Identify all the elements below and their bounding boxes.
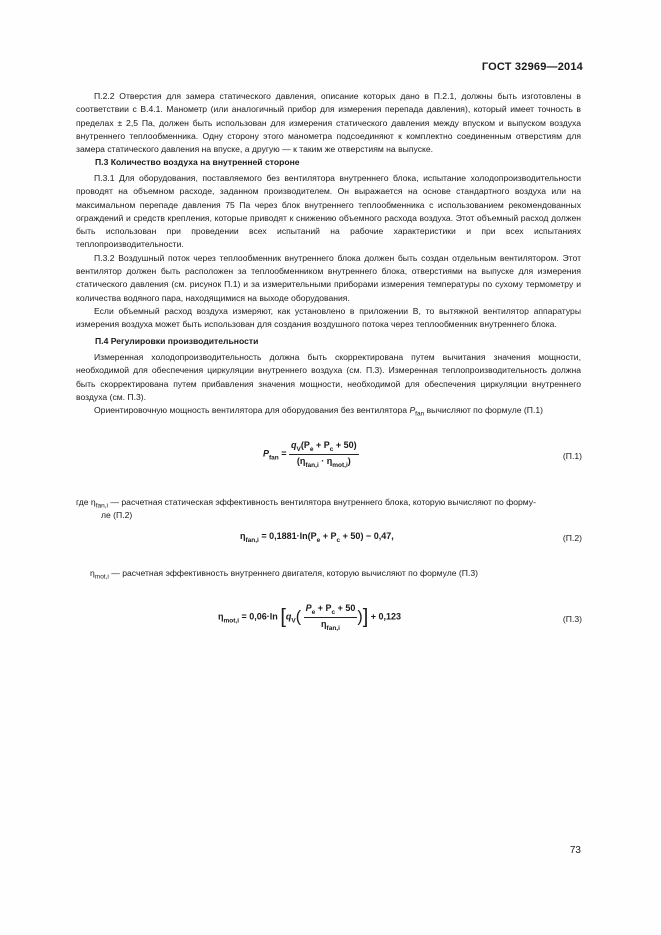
formula-p3: $\eta_{mot,i} = 0,06\cdot\ln$ [$q_V$( $\frac{P_e + P_c + 50}{\eta_{fan,i}}$ )] + 0,123 xyxy=(218,603,402,632)
paragraph-p3 xyxy=(76,172,581,332)
fraction: $\frac{q_V(P_e + P_c + 50)}{(\eta_{fan,i} \cdot \eta_{mot,i})}$ xyxy=(291,440,357,469)
heading-p3: П.3 Количество воздуха на внутренней стороне xyxy=(95,157,300,167)
paragraph-p222 xyxy=(76,90,581,156)
paragraph-p4 xyxy=(76,351,581,421)
formula-p2: $\eta_{fan,i} = 0,1881\cdot\ln(P_e + P_c + 50) - 0,47$, xyxy=(240,531,394,544)
definition-eta-fan-cont: ле (П.2) xyxy=(101,510,133,520)
text-p31: П.3.1 Для оборудования, поставляемого без вентилятора внутреннего блока, испытание холодопроизводительности проводят на объемном расходе, заданном производителем. Он выражается на основе стандартного воздуха или на максимальном перепаде давления 75 Па через блок внутреннего теплообменника с использованием рекомендованных ограждений и средств крепления, которые приводят к снижению объемного расхода воздуха. Этот объемный расход должен быть использован при проведении всех испытаний на рабочие характеристики и при всех испытаниях теплопроизводительности. xyxy=(76,173,581,250)
document-id: ГОСТ 32969—2014 xyxy=(481,61,583,73)
heading-p4: П.4 Регулировки производительности xyxy=(95,336,259,346)
definition-eta-mot: $\eta_{mot,i}$ — расчетная эффективность внутреннего двигателя, которую вычисляют по формуле (П.3) xyxy=(90,568,478,581)
formula-number-p1: (П.1) xyxy=(562,451,582,461)
formula-number-p2: (П.2) xyxy=(562,533,582,543)
text-p222: П.2.2 Отверстия для замера статического давления, описание которых дано в П.2.1, должны быть изготовлены в соответствии с В.4.1. Манометр (или аналогичный прибор для измерения перепада давления), который имеет точность в пределах ± 2,5 Па, должен быть использован для измерения статического давления между впуском и выпуском воздуха внутреннего теплообменника. Одну сторону этого манометра подсоединяют к комплектно соединенным отверстиям для замера статического давления на впуске, а другую — к таким же отверстиям на выпуске. xyxy=(76,91,581,155)
text-p33: Если объемный расход воздуха измеряют, как установлено в приложении В, то вытяжной вентилятор аппаратуры измерения воздуха может быть использован для создания воздушного потока через теплообменник внутреннего блока. xyxy=(76,305,581,330)
page-number: 73 xyxy=(569,845,581,856)
definition-eta-fan: где $\eta_{fan,i}$ — расчетная статическая эффективность вентилятора внутреннего блока, которую вычисляют по форму- xyxy=(76,497,536,510)
fraction: $\frac{P_e + P_c + 50}{\eta_{fan,i}}$ xyxy=(305,603,356,632)
text-p41: Измеренная холодопроизводительность должна быть скорректирована путем вычитания значения мощности, необходимой для обеспечения циркуляции внутреннего воздуха (см. П.3). Измеренная теплопроизводительность должна быть скорректирована путем прибавления значения мощности, необходимой для обеспечения циркуляции внутреннего воздуха (см. П.3). xyxy=(76,352,581,402)
text-p32: П.3.2 Воздушный поток через теплообменник внутреннего блока должен быть создан отдельным вентилятором. Этот вентилятор должен быть расположен за теплообменником внутреннего блока, отверстиями на выпуске для измерения статического давления (см. рисунок П.1) и за измерительными приборами измерения температуры по сухому термометру и количества водяного пара, находящимися на выходе оборудования. xyxy=(76,252,581,303)
formula-p1: $P_{fan}$ = $\frac{q_V(P_e + P_c + 50)}{(\eta_{fan,i} \cdot \eta_{mot,i})}$ xyxy=(263,440,357,469)
text-p42: Ориентировочную мощность вентилятора для оборудования без вентилятора $P_{fan}$ вычисляют по формуле (П.1) xyxy=(94,405,543,418)
formula-number-p3: (П.3) xyxy=(562,614,582,624)
